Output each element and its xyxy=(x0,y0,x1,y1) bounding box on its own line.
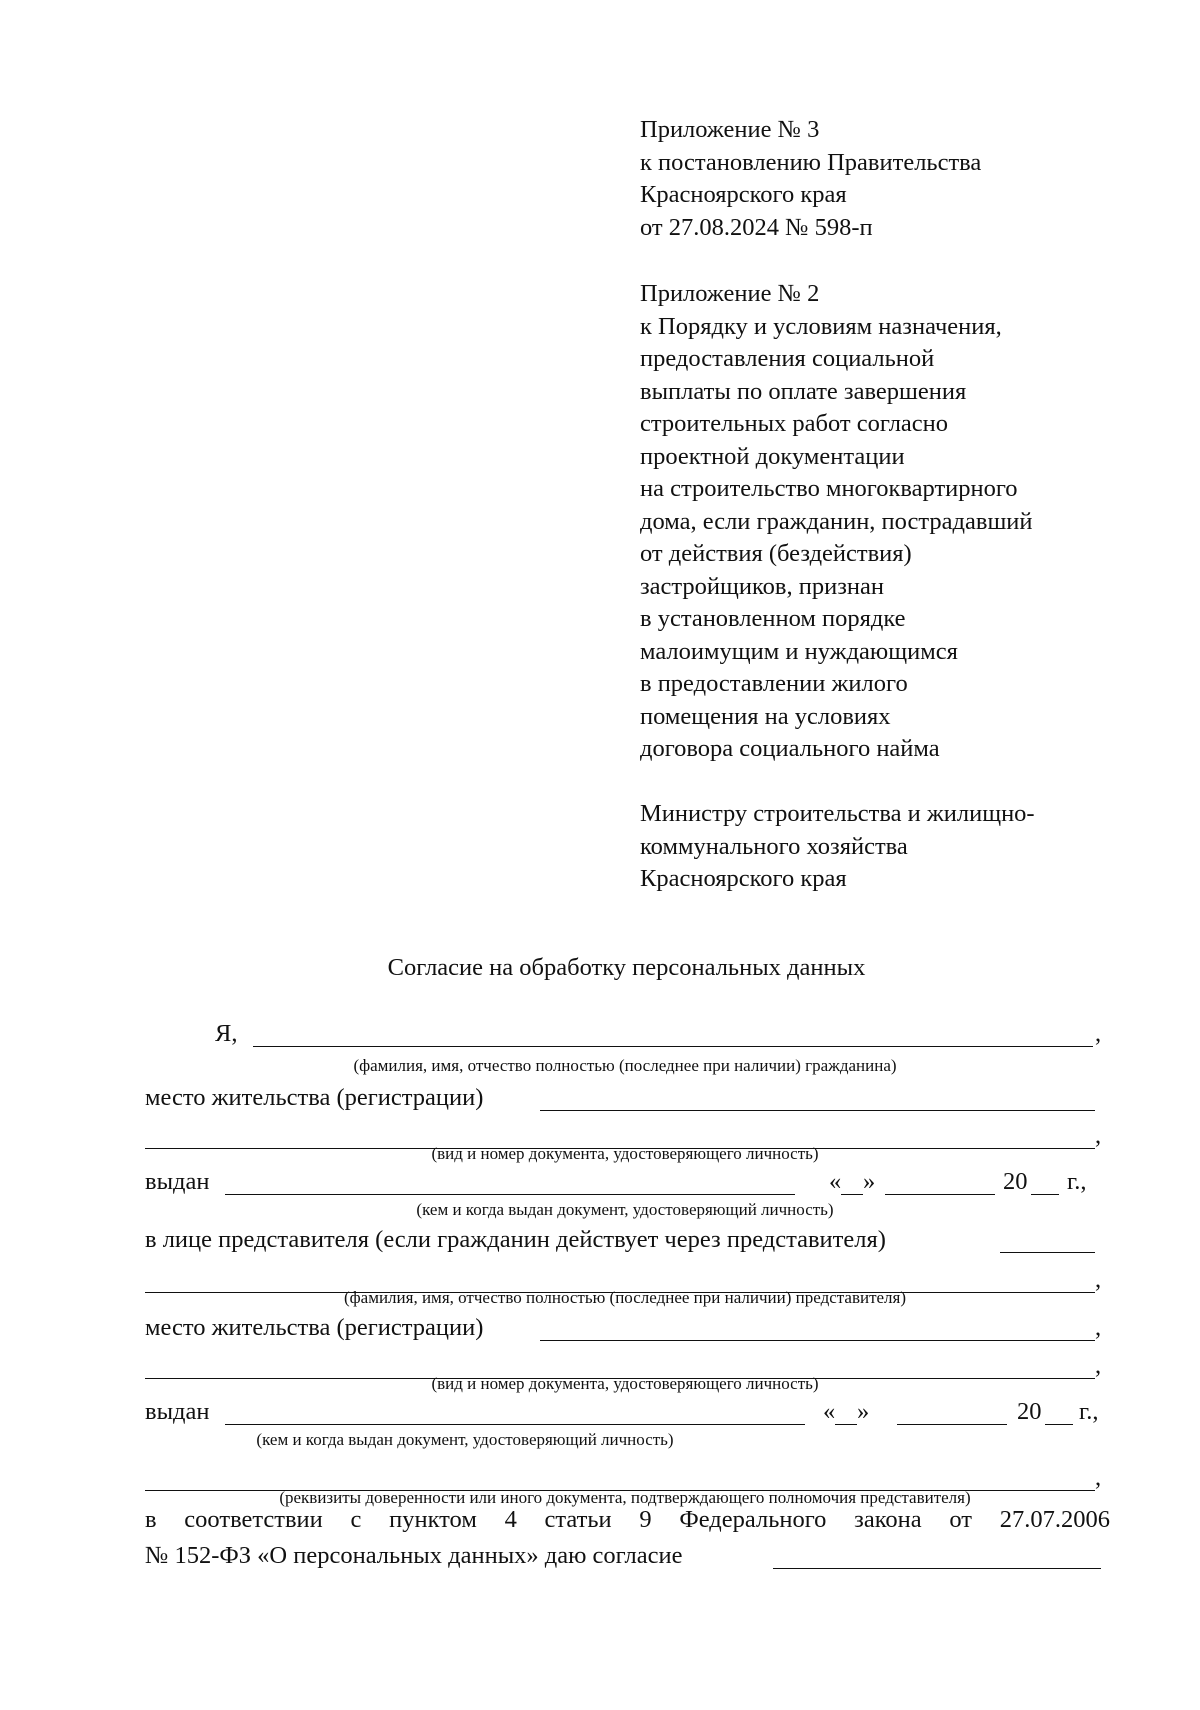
year-prefix: 20 xyxy=(1003,1168,1028,1195)
citizen-issued-day-field[interactable] xyxy=(841,1194,863,1195)
citizen-issued-month-field[interactable] xyxy=(885,1194,995,1195)
citizen-residence-field[interactable] xyxy=(540,1110,1095,1111)
header-line: к постановлению Правительства xyxy=(640,148,982,176)
header-line: Приложение № 2 xyxy=(640,280,820,307)
appendix-2-header xyxy=(640,278,1110,766)
caption-issued: (кем и когда выдан документ, удостоверяющий личность) xyxy=(256,1430,674,1449)
comma: , xyxy=(1095,1464,1102,1491)
row-representative xyxy=(145,1224,1105,1260)
caption-issued: (кем и когда выдан документ, удостоверяющий личность) xyxy=(416,1200,834,1219)
comma: , xyxy=(1095,1352,1102,1379)
residence-label: место жительства (регистрации) xyxy=(145,1314,484,1341)
row-citizen-residence xyxy=(145,1082,1105,1118)
quote-open: « xyxy=(829,1168,842,1195)
caption-fio-representative: (фамилия, имя, отчество полностью (последнее при наличии) представителя) xyxy=(343,1288,907,1307)
header-line: Красноярского края xyxy=(640,181,847,208)
representative-issued-year-field[interactable] xyxy=(1045,1424,1073,1425)
header-line: выплаты по оплате завершения xyxy=(640,377,967,405)
row-representative-issued xyxy=(145,1396,1105,1432)
row-representative-residence xyxy=(145,1312,1105,1348)
law-line-1 xyxy=(145,1506,1110,1534)
row-citizen-name xyxy=(145,1018,1105,1054)
header-line: строительных работ согласно xyxy=(640,410,949,437)
header-line: от 27.08.2024 № 598-п xyxy=(640,213,873,241)
addressee-line: Красноярского края xyxy=(640,865,847,892)
citizen-issued-by-field[interactable] xyxy=(225,1194,795,1195)
header-line: проектной документации xyxy=(640,442,905,470)
quote-close: » xyxy=(857,1398,870,1425)
residence-label: место жительства (регистрации) xyxy=(145,1084,484,1111)
header-line: дома, если гражданин, пострадавший xyxy=(640,507,1033,535)
comma: , xyxy=(1095,1020,1102,1047)
header-line: предоставления социальной xyxy=(640,345,935,372)
comma: , xyxy=(1095,1314,1102,1341)
quote-open: « xyxy=(823,1398,836,1425)
year-prefix: 20 xyxy=(1017,1398,1042,1425)
row-citizen-issued xyxy=(145,1166,1105,1202)
header-line: в предоставлении жилого xyxy=(640,670,908,697)
addressee-line: Министру строительства и жилищно- xyxy=(640,800,1035,827)
document-title: Согласие на обработку персональных данных xyxy=(387,954,866,981)
caption-fio-citizen: (фамилия, имя, отчество полностью (последнее при наличии) гражданина) xyxy=(353,1056,897,1075)
year-suffix: г., xyxy=(1067,1168,1087,1195)
consent-field[interactable] xyxy=(773,1568,1101,1569)
representative-issued-day-field[interactable] xyxy=(835,1424,857,1425)
i-label: Я, xyxy=(215,1020,238,1047)
header-line: Приложение № 3 xyxy=(640,116,820,143)
caption-power-of-attorney: (реквизиты доверенности или иного документа, подтверждающего полномочия представителя) xyxy=(279,1488,971,1507)
header-line: к Порядку и условиям назначения, xyxy=(640,312,1002,340)
year-suffix: г., xyxy=(1079,1398,1099,1425)
citizen-name-field[interactable] xyxy=(253,1046,1093,1047)
law-text-2: № 152-ФЗ «О персональных данных» даю согласие xyxy=(145,1542,683,1569)
header-line: договора социального найма xyxy=(640,735,940,762)
representative-field[interactable] xyxy=(1000,1252,1095,1253)
quote-close: » xyxy=(863,1168,876,1195)
caption-document: (вид и номер документа, удостоверяющего личность) xyxy=(431,1144,819,1163)
representative-issued-month-field[interactable] xyxy=(897,1424,1007,1425)
header-line: от действия (бездействия) xyxy=(640,540,912,567)
citizen-issued-year-field[interactable] xyxy=(1031,1194,1059,1195)
issued-label: выдан xyxy=(145,1168,210,1195)
header-line: в установленном порядке xyxy=(640,605,906,632)
comma: , xyxy=(1095,1122,1102,1149)
row-consent xyxy=(145,1540,1105,1576)
comma: , xyxy=(1095,1266,1102,1293)
header-line: застройщиков, признан xyxy=(640,572,884,600)
addressee-line: коммунального хозяйства xyxy=(640,832,908,860)
representative-issued-by-field[interactable] xyxy=(225,1424,805,1425)
issued-label: выдан xyxy=(145,1398,210,1425)
caption-document: (вид и номер документа, удостоверяющего личность) xyxy=(431,1374,819,1393)
header-line: на строительство многоквартирного xyxy=(640,475,1018,502)
representative-label: в лице представителя (если гражданин действует через представителя) xyxy=(145,1226,886,1253)
appendix-3-header xyxy=(640,114,1110,244)
law-text-1: в соответствии с пунктом 4 статьи 9 Федерального закона от 27.07.2006 xyxy=(145,1506,1110,1533)
representative-residence-field[interactable] xyxy=(540,1340,1095,1341)
header-line: помещения на условиях xyxy=(640,702,891,730)
addressee-block xyxy=(640,798,1110,896)
header-line: малоимущим и нуждающимся xyxy=(640,637,958,665)
